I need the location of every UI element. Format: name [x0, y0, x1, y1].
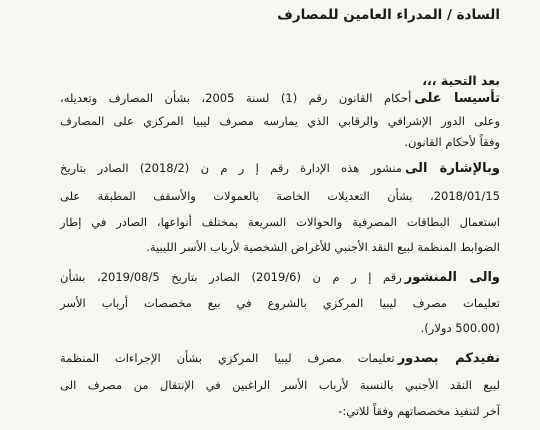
p2-heading: وبالإشارة الى — [404, 161, 500, 176]
p3-line-2: تعليمات مصرف ليبيا المركزي بالشروع في بيع مخصصات أرباب الأسر — [60, 296, 500, 310]
greeting: بعد التحية ،،، — [422, 73, 500, 88]
p1-line-3: وفقاً لأحكام القانون. — [404, 135, 500, 149]
p1-line-2: وعلى الدور الإشرافي والرقابي الذي يمارسه مصرف ليبيا المركزي على المصارف — [60, 114, 500, 128]
p2-line-1 — [60, 160, 500, 177]
p4-line-2: لبيع النقد الأجنبي بالنسبة لأرباب الأسر الراغبين في الإنتقال من مصرف الى — [60, 378, 500, 392]
p1-line-1 — [60, 90, 500, 107]
p3-text-1: رقم إ ر م ن (2019/6) الصادر بتاريخ 2019/08/5، بشأن — [60, 270, 402, 284]
p3-line-1 — [60, 269, 500, 286]
p1-heading: تأسيسا على — [414, 91, 500, 106]
p1-text-1: أحكام القانون رقم (1) لسنة 2005، بشأن المصارف وتعديله، — [60, 91, 412, 105]
addressee-title: السادة / المدراء العامين للمصارف — [277, 7, 500, 23]
p2-line-4: الضوابط المنظمة لبيع النقد الأجنبي للأغراض الشخصية لأرباب الأسر الليبية. — [146, 240, 500, 254]
p2-line-2: 2018/01/15، بشأن التعديلات الخاصة بالعمولات والأسقف المطبقة على — [60, 189, 500, 203]
p4-heading: نفيدكم بصدور — [397, 351, 500, 366]
p2-text-1: منشور هذه الإدارة رقم إ ر م ن (2018/2) الصادر بتاريخ — [60, 161, 402, 175]
p4-line-3: آخر لتنفيذ مخصصاتهم وفقاً للاتي:- — [338, 404, 500, 418]
p3-line-3: (500.00 دولار). — [420, 321, 500, 335]
p2-line-3: استعمال البطاقات المصرفية والحوالات السريعة بمختلف أنواعها، الصادر في إطار — [60, 215, 500, 229]
p3-heading: والى المنشور — [404, 270, 500, 285]
p4-line-1 — [60, 350, 500, 367]
p4-text-1: تعليمات مصرف ليبيا المركزي بشأن الإجراءات المنظمة — [60, 351, 395, 365]
